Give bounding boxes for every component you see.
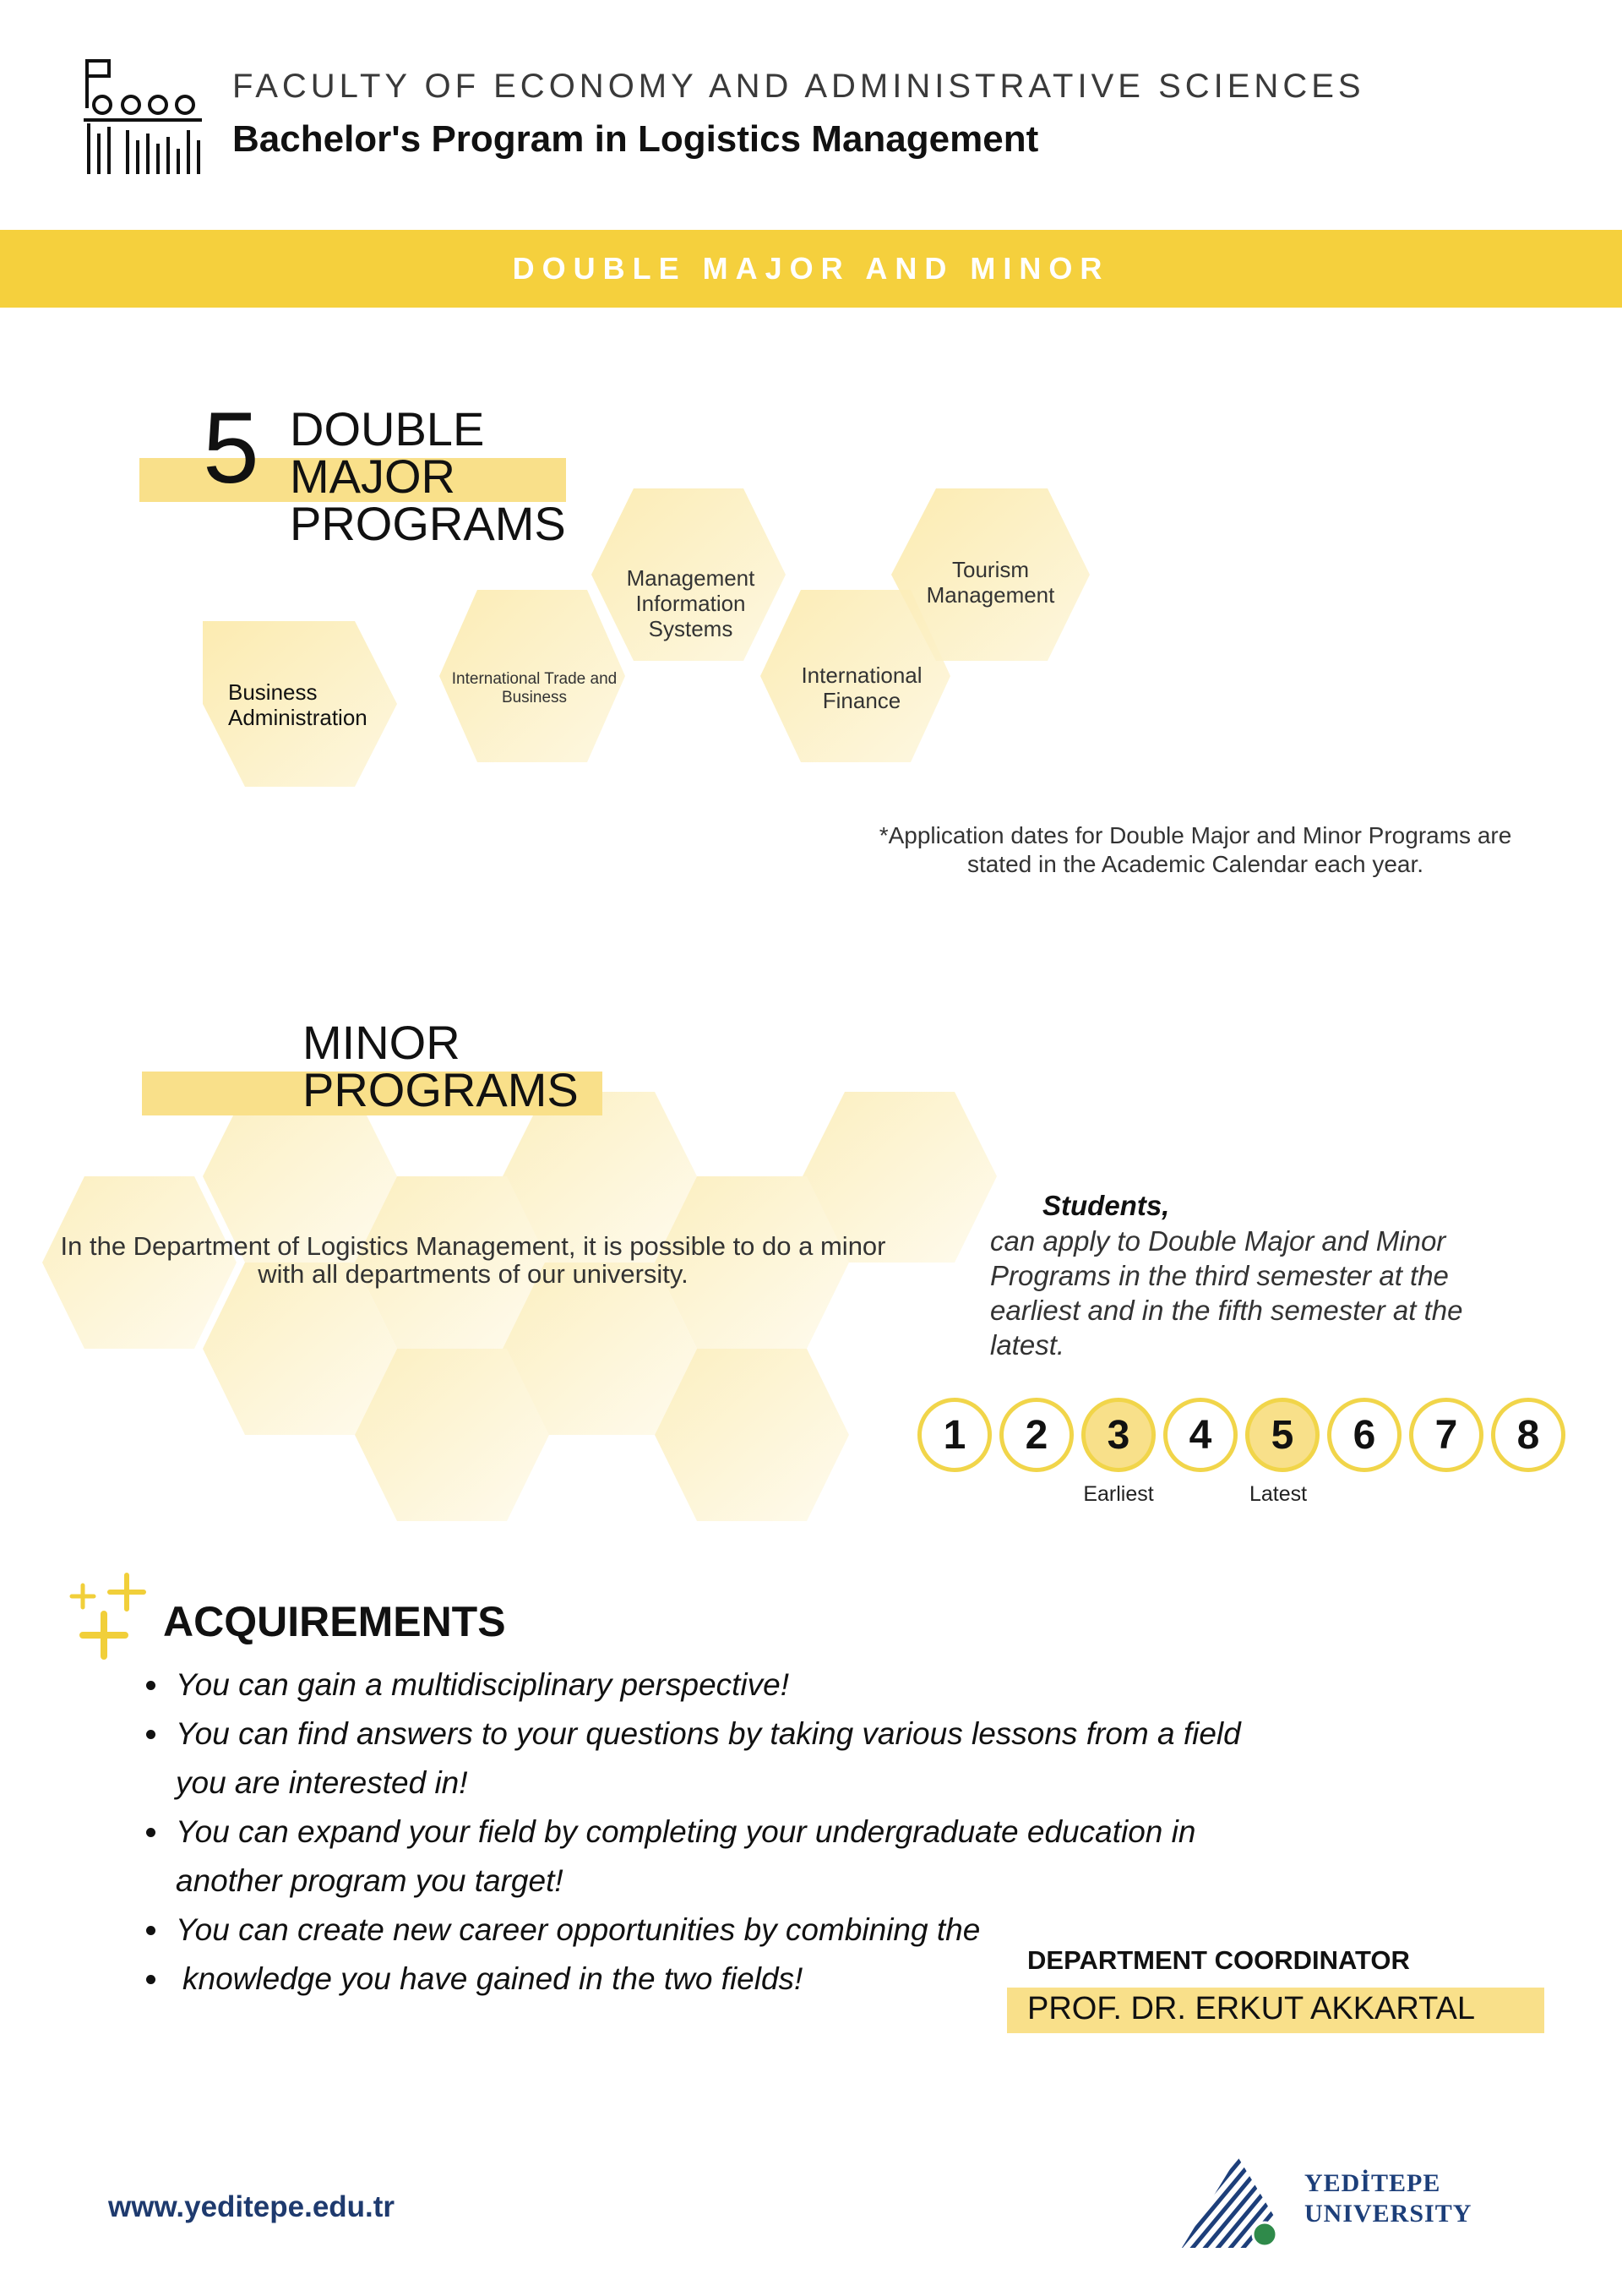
- semester-7: 7: [1409, 1398, 1483, 1472]
- semester-1: 1: [917, 1398, 992, 1472]
- acquirements-title: ACQUIREMENTS: [163, 1598, 506, 1645]
- coordinator-name: PROF. DR. ERKUT AKKARTAL: [1027, 1991, 1476, 2026]
- semester-6: 6: [1327, 1398, 1402, 1472]
- earliest-label: Earliest: [1083, 1482, 1154, 1506]
- semester-3: 3: [1081, 1398, 1156, 1472]
- faculty-name: FACULTY OF ECONOMY AND ADMINISTRATIVE SCIENCES: [232, 68, 1365, 105]
- students-heading: Students,: [1042, 1190, 1170, 1221]
- semester-8: 8: [1491, 1398, 1565, 1472]
- list-item: • You can find answers to your questions by taking various lessons from a field you are interested in!: [171, 1710, 1282, 1808]
- list-item: • You can expand your field by completing your undergraduate education in another program you target!: [171, 1808, 1291, 1906]
- program-international-finance: International Finance: [801, 663, 923, 713]
- university-logo: [1178, 2153, 1297, 2255]
- coordinator-label: DEPARTMENT COORDINATOR: [1027, 1945, 1410, 1975]
- band-title: DOUBLE MAJOR AND MINOR: [512, 251, 1110, 286]
- list-item: • You can create new career opportunities by combining the: [171, 1906, 1396, 1955]
- semester-5: 5: [1245, 1398, 1320, 1472]
- minor-title: MINOR PROGRAMS: [302, 1016, 579, 1116]
- list-item: • You can gain a multidisciplinary perspective!: [171, 1661, 1396, 1710]
- double-major-title: DOUBLE MAJOR PROGRAMS: [290, 402, 566, 550]
- faculty-logo: [80, 57, 207, 180]
- sparkle-plus-icon: [66, 1570, 163, 1667]
- program-business-administration: Business Administration: [228, 679, 367, 730]
- list-item: • knowledge you have gained in the two fields!: [171, 1955, 1396, 2004]
- website-link[interactable]: www.yeditepe.edu.tr: [108, 2190, 395, 2223]
- semester-4: 4: [1163, 1398, 1238, 1472]
- application-dates-note: *Application dates for Double Major and Minor Programs are stated in the Academic Calendar each year.: [879, 822, 1512, 877]
- students-text: can apply to Double Major and Minor Programs in the third semester at the earliest and in the fifth semester at the latest.: [990, 1225, 1463, 1361]
- semester-2: 2: [999, 1398, 1074, 1472]
- program-tourism: Tourism Management: [926, 557, 1055, 608]
- university-name: YEDİTEPE UNIVERSITY: [1304, 2169, 1472, 2228]
- minor-description: In the Department of Logistics Management, it is possible to do a minor with all departments of our university.: [60, 1231, 886, 1289]
- program-name: Bachelor's Program in Logistics Management: [232, 118, 1039, 160]
- latest-label: Latest: [1249, 1482, 1308, 1506]
- program-international-trade: International Trade and Business: [451, 670, 618, 706]
- program-mis: Management Information Systems: [626, 565, 755, 641]
- double-major-count: 5: [203, 391, 259, 504]
